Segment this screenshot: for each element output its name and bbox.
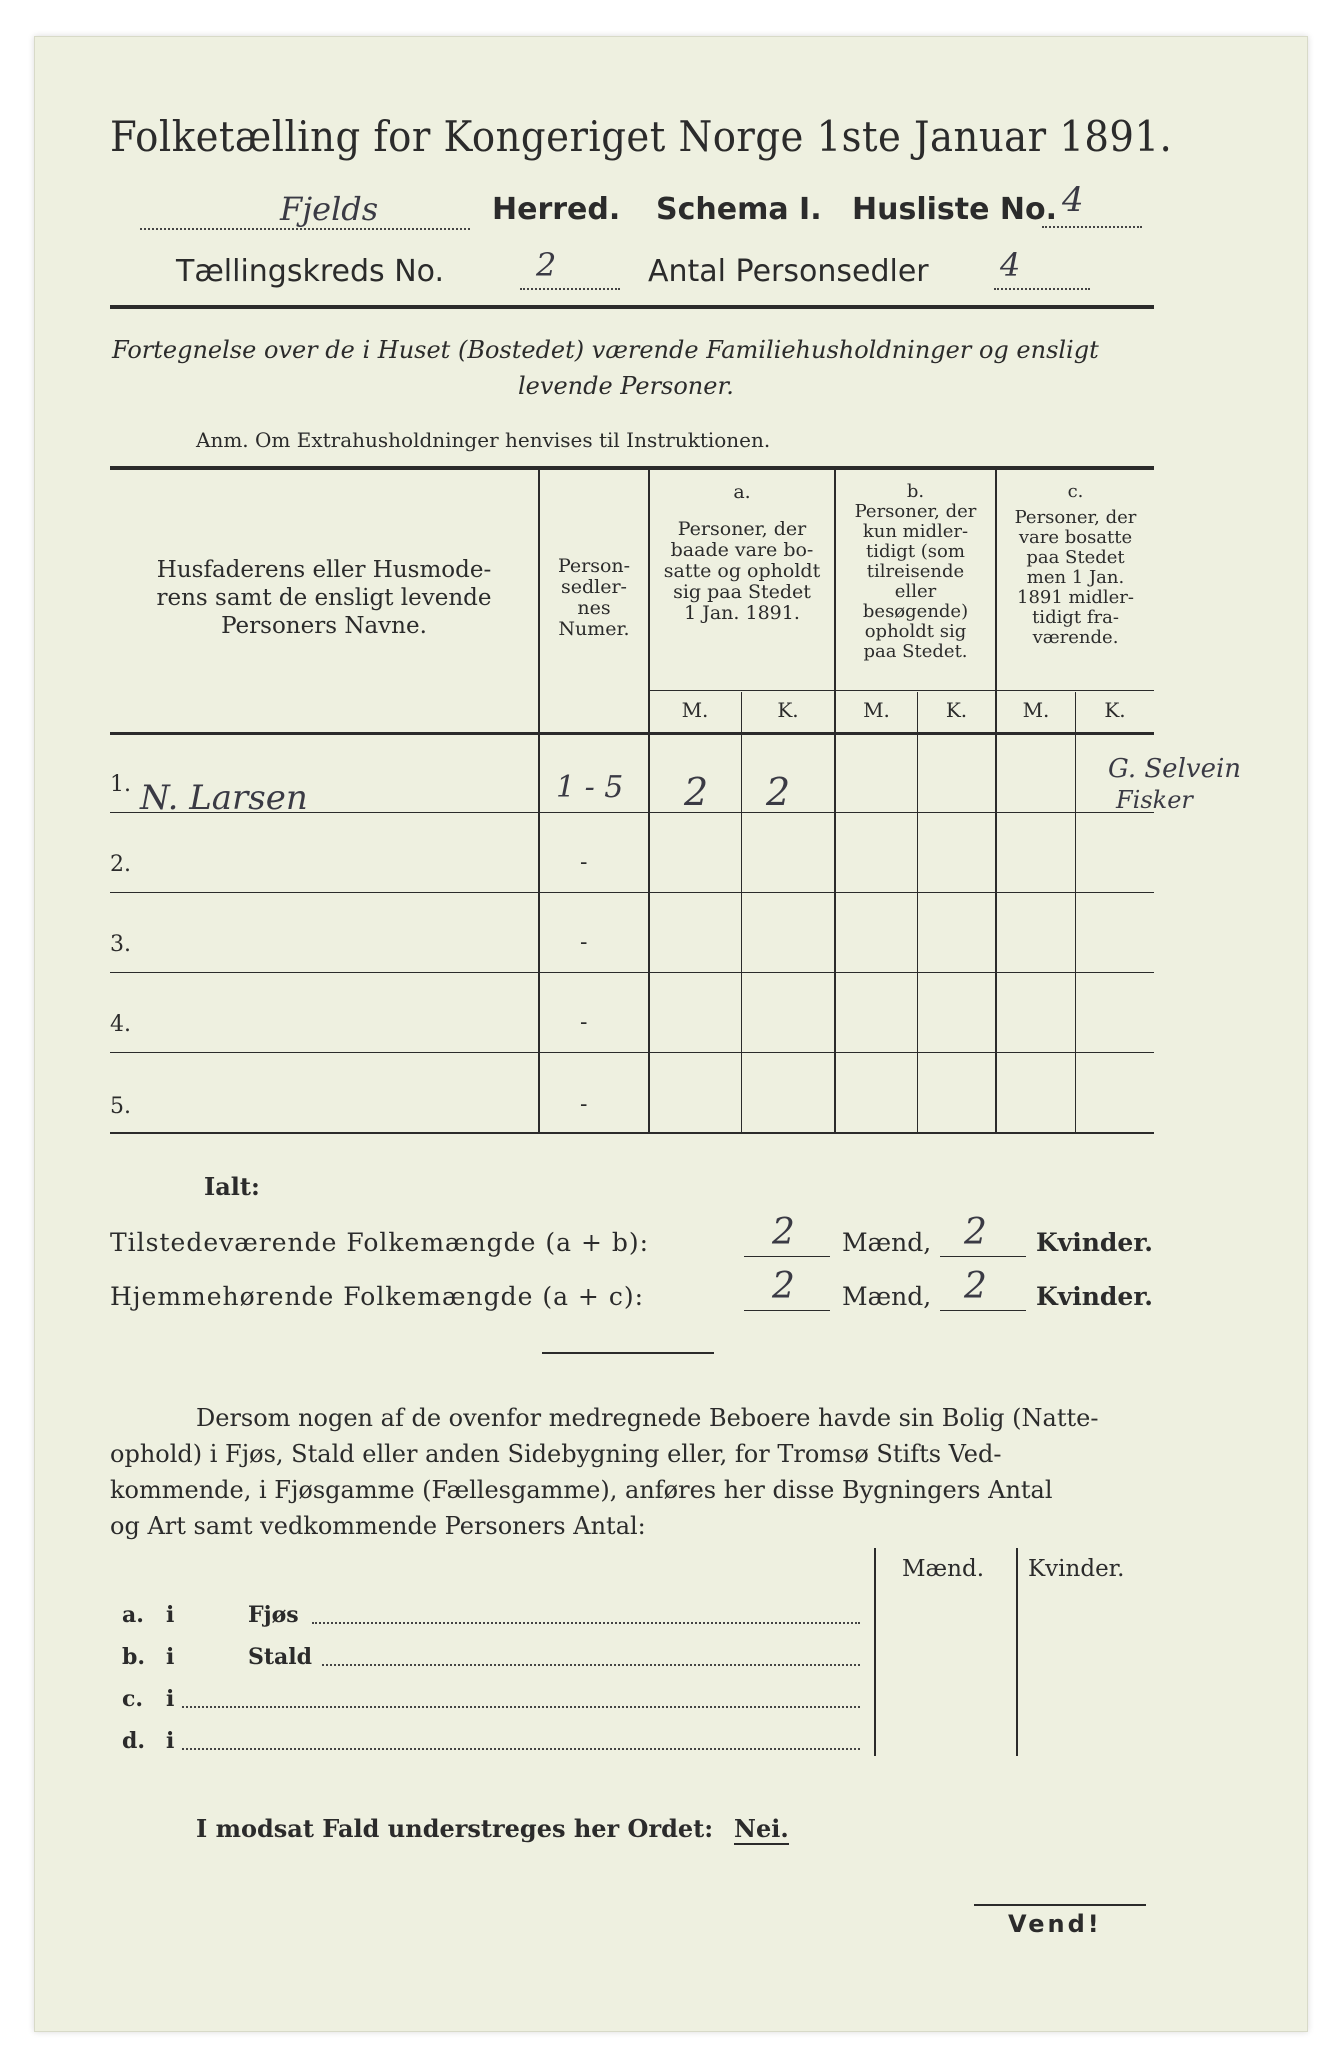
item-dots bbox=[182, 1706, 860, 1708]
row-number: 4. bbox=[110, 1012, 131, 1037]
divider bbox=[917, 692, 918, 1132]
table-header-rule bbox=[110, 732, 1154, 735]
table-bottom-rule bbox=[110, 1132, 1154, 1134]
anm-note: Anm. Om Extrahusholdninger henvises til Instruktionen. bbox=[196, 428, 771, 452]
kreds-line bbox=[520, 288, 620, 290]
vend-text: Vend! bbox=[1008, 1910, 1102, 1938]
k-label: K. bbox=[1104, 698, 1126, 722]
col-a-header: a. Personer, der baade vare bo- satte og opholdt sig paa Stedet 1 Jan. 1891. bbox=[663, 481, 821, 624]
header-rule bbox=[110, 305, 1154, 309]
intro-line-2: levende Personer. bbox=[518, 372, 734, 400]
maend-label: Mænd, bbox=[842, 1282, 932, 1311]
item-letter: b. bbox=[122, 1644, 146, 1670]
mk-rule bbox=[650, 690, 1154, 691]
vend-rule bbox=[974, 1904, 1146, 1906]
item-dots bbox=[322, 1664, 860, 1666]
maend-head: Mænd. bbox=[902, 1556, 985, 1582]
item-letter: d. bbox=[122, 1728, 146, 1754]
row-1-a-k: 2 bbox=[766, 770, 791, 814]
para-line-2: ophold) i Fjøs, Stald eller anden Sidebygning eller, for Tromsø Stifts Ved- bbox=[110, 1440, 1002, 1468]
row-number: 3. bbox=[110, 932, 131, 957]
tilstede-m: 2 bbox=[772, 1212, 795, 1253]
m-label: M. bbox=[1022, 698, 1050, 722]
tilstede-k: 2 bbox=[964, 1212, 987, 1253]
row-rule bbox=[110, 972, 1154, 973]
kvinder-label: Kvinder. bbox=[1036, 1282, 1153, 1311]
divider bbox=[1075, 692, 1076, 1132]
row-num-dash: - bbox=[580, 930, 588, 955]
antal-line bbox=[994, 288, 1090, 290]
separator bbox=[542, 1352, 714, 1354]
item-letter: c. bbox=[122, 1686, 144, 1712]
col-c-header: c. Personer, der vare bosatte paa Stedet men 1 Jan. 1891 midler- tidigt fra- værende. bbox=[1014, 481, 1137, 648]
m-label: M. bbox=[863, 698, 890, 722]
para-line-1: Dersom nogen af de ovenfor medregnede Beboere havde sin Bolig (Natte- bbox=[196, 1404, 1099, 1432]
item-i: i bbox=[166, 1686, 175, 1712]
hjemme-k: 2 bbox=[964, 1266, 987, 1307]
ialt-label: Ialt: bbox=[204, 1172, 260, 1201]
item-fjos: Fjøs bbox=[248, 1602, 299, 1628]
nei-word: Nei. bbox=[734, 1814, 789, 1843]
row-rule bbox=[110, 1052, 1154, 1053]
kvinder-head: Kvinder. bbox=[1028, 1556, 1125, 1582]
row-num-dash: - bbox=[580, 1092, 588, 1117]
row-number: 2. bbox=[110, 852, 131, 877]
row-num-dash: - bbox=[580, 1010, 588, 1035]
col-names-header: Husfaderens eller Husmode- rens samt de ensligt levende Personers Navne. bbox=[156, 557, 492, 639]
kreds-value: 2 bbox=[536, 246, 557, 284]
row-number: 5. bbox=[110, 1094, 131, 1119]
modsat-text: I modsat Fald understreges her Ordet: bbox=[196, 1814, 714, 1843]
item-i: i bbox=[166, 1644, 175, 1670]
row-1-note-2: Fisker bbox=[1116, 786, 1193, 814]
answer-line bbox=[744, 1310, 830, 1311]
col-num-header: Person- sedler- nes Numer. bbox=[557, 555, 631, 640]
row-number: 1. bbox=[110, 772, 131, 797]
husliste-line bbox=[1042, 226, 1142, 228]
herred-line bbox=[140, 228, 470, 230]
maend-label: Mænd, bbox=[842, 1228, 932, 1257]
herred-value: Fjelds bbox=[280, 190, 379, 228]
item-stald: Stald bbox=[248, 1644, 313, 1670]
table-top-rule bbox=[110, 466, 1154, 470]
item-i: i bbox=[166, 1728, 175, 1754]
hjemme-label: Hjemmehørende Folkemængde (a + c): bbox=[110, 1282, 644, 1311]
divider bbox=[1016, 1548, 1018, 1756]
item-dots bbox=[312, 1622, 860, 1624]
row-num-dash: - bbox=[580, 850, 588, 875]
k-label: K. bbox=[777, 698, 799, 722]
answer-line bbox=[940, 1310, 1026, 1311]
schema-label: Schema I. bbox=[656, 192, 822, 227]
row-1-name: N. Larsen bbox=[140, 778, 308, 818]
answer-line bbox=[744, 1256, 830, 1257]
item-letter: a. bbox=[122, 1602, 144, 1628]
para-line-3: kommende, i Fjøsgamme (Fællesgamme), anføres her disse Bygningers Antal bbox=[110, 1476, 1053, 1504]
answer-line bbox=[940, 1256, 1026, 1257]
col-b-header: b. Personer, der kun midler- tidigt (som tilreisende eller besøgende) opholdt sig paa Stedet. bbox=[854, 481, 977, 662]
antal-label: Antal Personsedler bbox=[648, 254, 929, 289]
row-rule bbox=[110, 892, 1154, 893]
item-i: i bbox=[166, 1602, 175, 1628]
item-dots bbox=[182, 1748, 860, 1750]
divider bbox=[741, 692, 742, 1132]
antal-value: 4 bbox=[1000, 246, 1021, 284]
herred-label: Herred. bbox=[492, 192, 621, 227]
kreds-label: Tællingskreds No. bbox=[176, 254, 444, 289]
k-label: K. bbox=[945, 698, 968, 722]
husliste-value: 4 bbox=[1062, 180, 1084, 220]
divider bbox=[874, 1548, 876, 1756]
hjemme-m: 2 bbox=[772, 1266, 795, 1307]
intro-line-1: Fortegnelse over de i Huset (Bostedet) værende Familiehusholdninger og ensligt bbox=[112, 336, 1099, 364]
husliste-label: Husliste No. bbox=[852, 192, 1057, 227]
tilstede-label: Tilstedeværende Folkemængde (a + b): bbox=[110, 1228, 650, 1257]
para-line-4: og Art samt vedkommende Personers Antal: bbox=[110, 1512, 646, 1540]
m-label: M. bbox=[681, 698, 709, 722]
row-1-a-m: 2 bbox=[684, 770, 709, 814]
row-1-num: 1 - 5 bbox=[556, 770, 624, 805]
page-title: Folketælling for Kongeriget Norge 1ste Januar 1891. bbox=[110, 112, 1173, 161]
row-1-note: G. Selvein bbox=[1108, 754, 1242, 784]
kvinder-label: Kvinder. bbox=[1036, 1228, 1153, 1257]
